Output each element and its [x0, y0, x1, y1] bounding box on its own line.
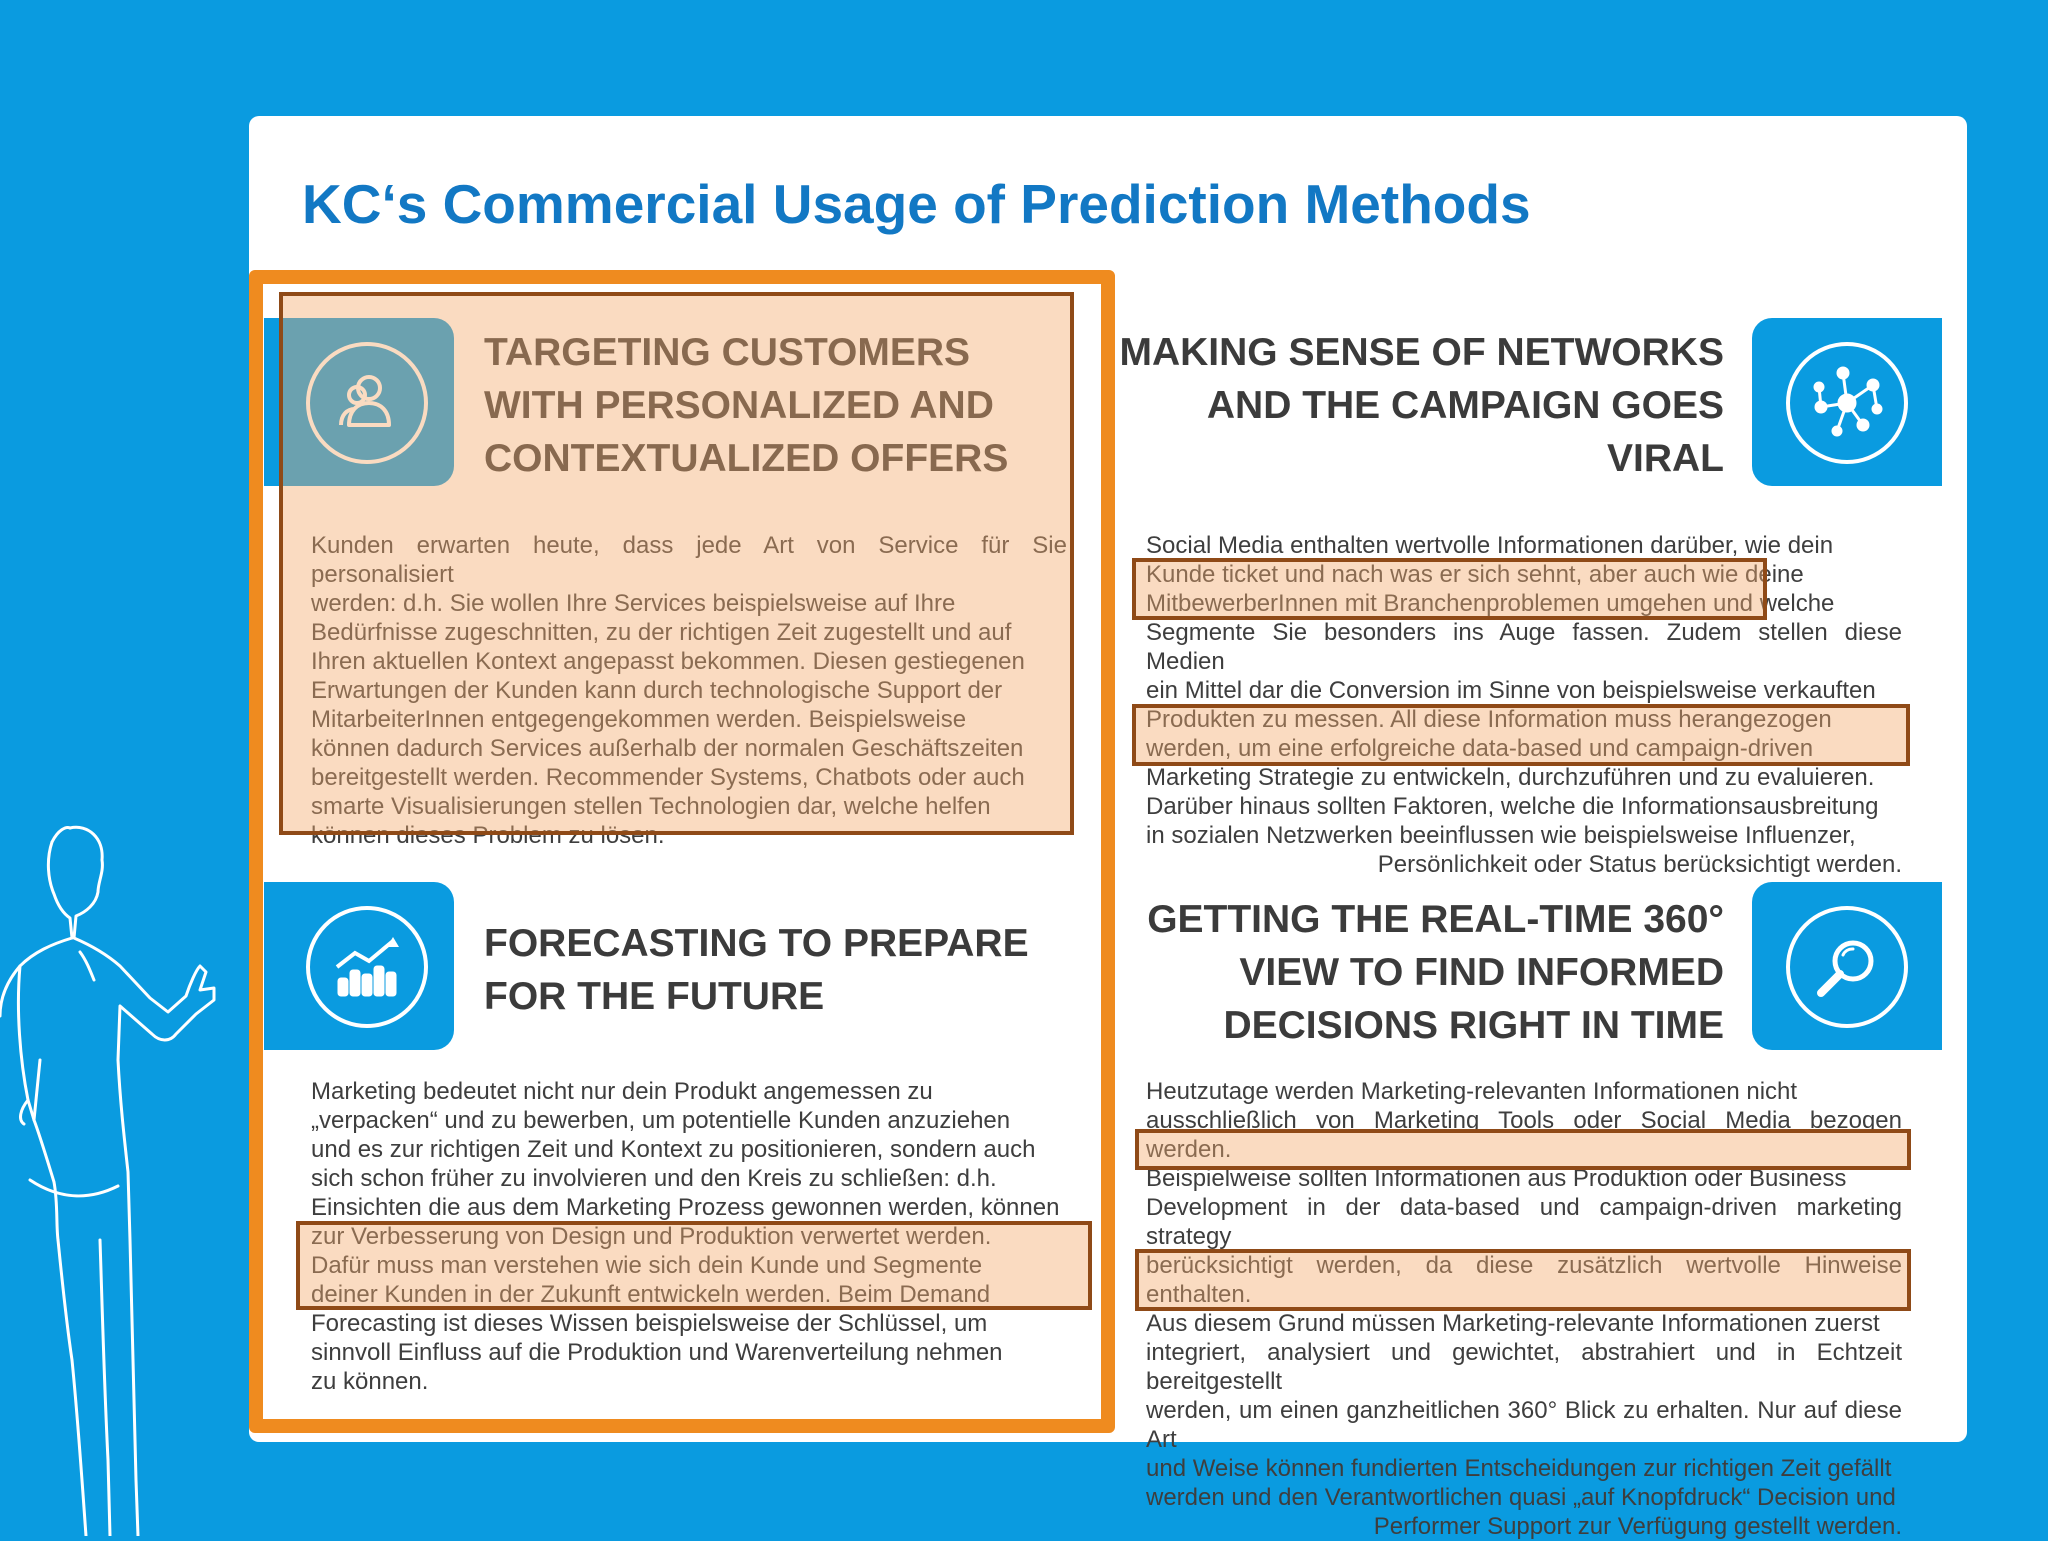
section-heading-targeting: TARGETING CUSTOMERS WITH PERSONALIZED AND CONTEXTUALIZED OFFERS — [484, 331, 1009, 480]
section-body-realtime: Heutzutage werden Marketing-relevanten Informationen nicht ausschließlich von Marketing Tools oder Social Media bezogen werden. Beispielweise sollten Informationen aus Produktion oder Business Development in der data-based und campaign-driven marketing strategy berücksichtigt werden, da diese zusätzlich wertvolle Hinweise enthalten. Aus diesem Grund müssen Marketing-relevante Informationen zuerst integriert, analysiert und gewichtet, abstrahiert und in Echtzeit bereitgestellt werden, um einen ganzheitlichen 360° Blick zu erhalten. Nur auf diese Art und Weise können fundierten Entscheidungen zur richtigen Zeit gefällt werden und den Verantwortlichen quasi „auf Knopfdruck“ Decision und Performer Support zur Verfügung gestellt werden. — [1146, 1078, 1902, 1540]
section-heading-realtime: GETTING THE REAL-TIME 360° VIEW TO FIND INFORMED DECISIONS RIGHT IN TIME — [1147, 898, 1724, 1047]
highlight-box-forecasting — [296, 1221, 1092, 1310]
realtime-icon-tab — [1752, 882, 1942, 1050]
highlight-box-networks-1 — [1132, 558, 1767, 620]
section-body-targeting: Kunden erwarten heute, dass jede Art von Service für Sie personalisiert werden: d.h. Sie wollen Ihre Services beispielsweise auf Ihre Bedürfnisse zugeschnitten, zu der richtigen Zeit zugestellt und auf Ihren aktuellen Kontext angepasst bekommen. Diesen gestiegenen Erwartungen der Kunden kann durch technologische Support der MitarbeiterInnen entgegengekommen werden. Beispielsweise können dadurch Services außerhalb der normalen Geschäftszeiten bereitgestellt werden. Recommender Systems, Chatbots oder auch smarte Visualisierungen stellen Technologien dar, welche helfen können dieses Problem zu lösen. — [311, 532, 1067, 849]
section-body-forecasting: Marketing bedeutet nicht nur dein Produkt angemessen zu „verpacken“ und zu bewerben, um potentielle Kunden anzuziehen und es zur richtigen Zeit und Kontext zu positionieren, sondern auch sich schon früher zu involvieren und den Kreis zu schließen: d.h. Einsichten die aus dem Marketing Prozess gewonnen werden, können zur Verbesserung von Design und Produktion verwertet werden. Dafür muss man verstehen wie sich dein Kunde und Segmente deiner Kunden in der Zukunft entwickeln werden. Beim Demand Forecasting ist dieses Wissen beispielsweise der Schlüssel, um sinnvoll Einfluss auf die Produktion und Warenverteilung nehmen zu können. — [311, 1078, 1060, 1395]
standing-man-outline-figure — [0, 820, 230, 1536]
section-heading-forecasting: FORECASTING TO PREPARE FOR THE FUTURE — [484, 922, 1029, 1018]
network-icon — [1786, 342, 1908, 464]
section-body-networks: Social Media enthalten wertvolle Informationen darüber, wie dein Kunde ticket und nach was er sich sehnt, aber auch wie deine MitbewerberInnen mit Branchenproblemen umgehen und welche Segmente Sie besonders ins Auge fassen. Zudem stellen diese Medien ein Mittel dar die Conversion im Sinne von beispielsweise verkauften Produkten zu messen. All diese Information muss herangezogen werden, um eine erfolgreiche data-based und campaign-driven Marketing Strategie zu entwickeln, durchzuführen und zu evaluieren. Darüber hinaus sollten Faktoren, welche die Informationsausbreitung in sozialen Netzwerken beeinflussen wie beispielsweise Influenzer, Persönlichkeit oder Status berücksichtigt werden. — [1146, 532, 1902, 878]
magnifier-icon — [1786, 906, 1908, 1028]
networks-icon-tab — [1752, 318, 1942, 486]
highlight-box-networks-2 — [1132, 704, 1910, 766]
highlight-box-realtime-1 — [1135, 1129, 1911, 1170]
section-heading-networks: MAKING SENSE OF NETWORKS AND THE CAMPAIGN GOES VIRAL — [1119, 331, 1724, 480]
slide-title: KC‘s Commercial Usage of Prediction Methods — [302, 173, 1531, 235]
highlight-box-realtime-2 — [1135, 1249, 1911, 1311]
